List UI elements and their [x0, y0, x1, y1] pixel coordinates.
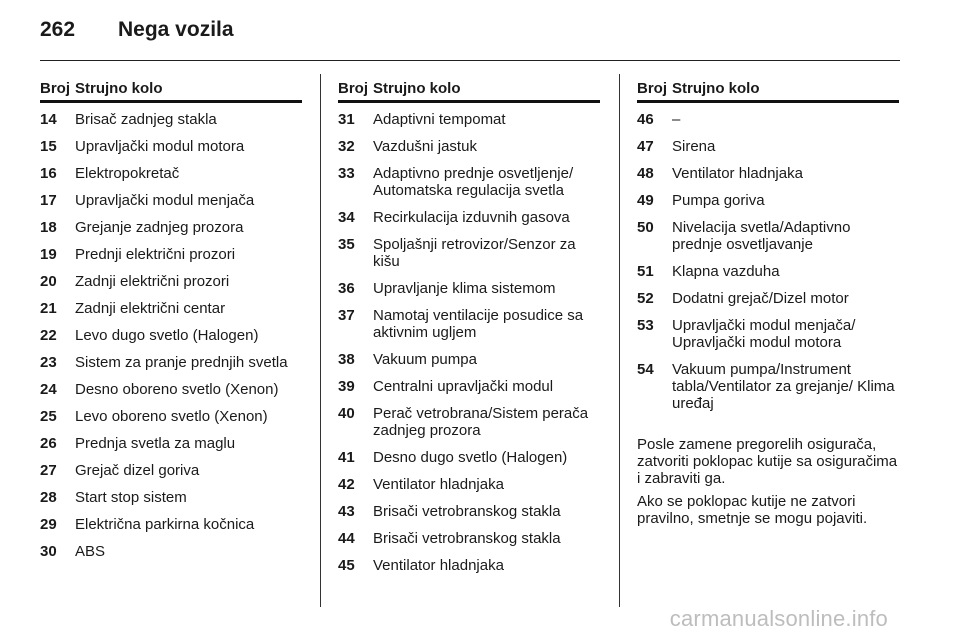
table-row	[338, 209, 600, 226]
circuit-label: Grejač dizel goriva	[75, 462, 200, 479]
fuse-number: 28	[40, 489, 57, 506]
fuse-number: 35	[338, 236, 355, 253]
header-strujno-kolo: Strujno kolo	[75, 80, 163, 97]
circuit-label: Spoljašnji retrovizor/Senzor za kišu	[373, 236, 576, 270]
table-row	[338, 503, 600, 520]
circuit-label: Električna parkirna kočnica	[75, 516, 255, 533]
circuit-label: ABS	[75, 543, 106, 560]
table-row	[40, 327, 302, 344]
fuse-number: 43	[338, 503, 355, 520]
table-row	[40, 165, 302, 182]
circuit-label: Upravljački modul menjača	[75, 192, 255, 209]
fuse-number: 46	[637, 111, 654, 128]
fuse-table-column-3	[637, 80, 899, 533]
fuse-number: 42	[338, 476, 355, 493]
table-row	[40, 300, 302, 317]
table-row	[40, 219, 302, 236]
column-divider	[320, 74, 321, 607]
header-broj: Broj	[338, 80, 368, 97]
fuse-number: 39	[338, 378, 355, 395]
header-strujno-kolo: Strujno kolo	[373, 80, 461, 97]
table-row	[40, 435, 302, 452]
table-row	[338, 236, 600, 270]
fuse-number: 33	[338, 165, 355, 182]
table-row	[637, 111, 899, 128]
fuse-table-column-2	[338, 80, 600, 574]
circuit-label: Desno dugo svetlo (Halogen)	[373, 449, 568, 466]
fuse-number: 49	[637, 192, 654, 209]
fuse-number: 26	[40, 435, 57, 452]
header-broj: Broj	[637, 80, 667, 97]
circuit-label: Centralni upravljački modul	[373, 378, 554, 395]
circuit-label: Sirena	[672, 138, 716, 155]
fuse-number: 31	[338, 111, 355, 128]
table-row	[338, 138, 600, 155]
circuit-label: Ventilator hladnjaka	[373, 476, 504, 493]
column-divider	[619, 74, 620, 607]
table-row	[338, 557, 600, 574]
table-row	[637, 138, 899, 155]
fuse-number: 52	[637, 290, 654, 307]
circuit-label: Zadnji električni centar	[75, 300, 226, 317]
fuse-number: 50	[637, 219, 654, 236]
fuse-number: 54	[637, 361, 654, 378]
circuit-label: Sistem za pranje prednjih svetla	[75, 354, 288, 371]
table-row	[637, 219, 899, 253]
fuse-number: 51	[637, 263, 654, 280]
circuit-label: Brisač zadnjeg stakla	[75, 111, 217, 128]
note-paragraph: Ako se poklopac kutije ne zatvori pravilno, smetnje se mogu pojaviti.	[637, 493, 868, 527]
circuit-label: Perač vetrobrana/Sistem perača zadnjeg prozora	[373, 405, 589, 439]
fuse-number: 32	[338, 138, 355, 155]
table-row	[338, 476, 600, 493]
page-header	[40, 18, 234, 48]
table-row	[637, 192, 899, 209]
table-row	[338, 111, 600, 128]
circuit-label: Namotaj ventilacije posudice sa aktivnim ugljem	[373, 307, 584, 341]
circuit-label: Pumpa goriva	[672, 192, 765, 209]
table-row	[40, 354, 302, 371]
table-row	[338, 449, 600, 466]
table-row	[338, 378, 600, 395]
page-number: 262	[40, 18, 76, 41]
fuse-number: 41	[338, 449, 355, 466]
header-strujno-kolo: Strujno kolo	[672, 80, 760, 97]
circuit-label: –	[672, 111, 681, 128]
notes	[637, 436, 899, 527]
circuit-label: Levo dugo svetlo (Halogen)	[75, 327, 259, 344]
table-row	[40, 462, 302, 479]
circuit-label: Prednji električni prozori	[75, 246, 236, 263]
table-row	[40, 543, 302, 560]
circuit-label: Brisači vetrobranskog stakla	[373, 503, 561, 520]
fuse-number: 45	[338, 557, 355, 574]
circuit-label: Nivelacija svetla/Adaptivno prednje osvetljavanje	[672, 219, 851, 253]
fuse-number: 25	[40, 408, 57, 425]
table-row	[637, 361, 899, 412]
table-row	[338, 307, 600, 341]
circuit-label: Vakuum pumpa	[373, 351, 477, 368]
circuit-label: Zadnji električni prozori	[75, 273, 230, 290]
fuse-number: 24	[40, 381, 57, 398]
table-row	[338, 405, 600, 439]
table-row	[338, 351, 600, 368]
fuse-number: 30	[40, 543, 57, 560]
table-rows	[637, 111, 899, 412]
fuse-number: 16	[40, 165, 57, 182]
fuse-number: 22	[40, 327, 57, 344]
circuit-label: Vazdušni jastuk	[373, 138, 477, 155]
fuse-table-column-1	[40, 80, 302, 560]
note-paragraph: Posle zamene pregorelih osigurača, zatvoriti poklopac kutije sa osiguračima i zabraviti ga.	[637, 436, 898, 487]
watermark: carmanualsonline.info	[669, 606, 888, 631]
header-divider	[40, 60, 900, 61]
fuse-number: 48	[637, 165, 654, 182]
table-row	[338, 530, 600, 547]
circuit-label: Levo oboreno svetlo (Xenon)	[75, 408, 268, 425]
fuse-number: 17	[40, 192, 57, 209]
table-header	[338, 80, 600, 103]
fuse-number: 29	[40, 516, 57, 533]
circuit-label: Upravljački modul menjača/ Upravljački modul motora	[672, 317, 856, 351]
circuit-label: Start stop sistem	[75, 489, 187, 506]
table-rows	[40, 111, 302, 560]
fuse-number: 44	[338, 530, 355, 547]
table-row	[40, 273, 302, 290]
fuse-number: 21	[40, 300, 57, 317]
fuse-number: 38	[338, 351, 355, 368]
circuit-label: Ventilator hladnjaka	[373, 557, 504, 574]
table-header	[637, 80, 899, 103]
circuit-label: Grejanje zadnjeg prozora	[75, 219, 244, 236]
table-row	[637, 165, 899, 182]
circuit-label: Recirkulacija izduvnih gasova	[373, 209, 570, 226]
table-row	[40, 516, 302, 533]
fuse-number: 15	[40, 138, 57, 155]
table-row	[637, 263, 899, 280]
table-row	[637, 290, 899, 307]
fuse-number: 27	[40, 462, 57, 479]
table-row	[40, 489, 302, 506]
fuse-number: 23	[40, 354, 57, 371]
table-row	[40, 111, 302, 128]
fuse-number: 53	[637, 317, 654, 334]
table-row	[338, 165, 600, 199]
circuit-label: Prednja svetla za maglu	[75, 435, 236, 452]
fuse-number: 20	[40, 273, 57, 290]
table-row	[40, 246, 302, 263]
table-rows	[338, 111, 600, 574]
fuse-number: 34	[338, 209, 355, 226]
fuse-number: 14	[40, 111, 57, 128]
fuse-number: 36	[338, 280, 355, 297]
circuit-label: Ventilator hladnjaka	[672, 165, 803, 182]
fuse-number: 19	[40, 246, 57, 263]
circuit-label: Desno oboreno svetlo (Xenon)	[75, 381, 279, 398]
circuit-label: Adaptivni tempomat	[373, 111, 506, 128]
fuse-number: 37	[338, 307, 355, 324]
circuit-label: Upravljanje klima sistemom	[373, 280, 556, 297]
fuse-number: 18	[40, 219, 57, 236]
page-title: Nega vozila	[118, 18, 234, 41]
table-row	[40, 381, 302, 398]
table-row	[40, 138, 302, 155]
circuit-label: Elektropokretač	[75, 165, 180, 182]
circuit-label: Dodatni grejač/Dizel motor	[672, 290, 849, 307]
table-row	[637, 317, 899, 351]
table-row	[40, 408, 302, 425]
circuit-label: Brisači vetrobranskog stakla	[373, 530, 561, 547]
table-row	[40, 192, 302, 209]
circuit-label: Upravljački modul motora	[75, 138, 245, 155]
circuit-label: Adaptivno prednje osvetljenje/ Automatska regulacija svetla	[373, 165, 574, 199]
table-row	[338, 280, 600, 297]
fuse-number: 47	[637, 138, 654, 155]
circuit-label: Vakuum pumpa/Instrument tabla/Ventilator za grejanje/ Klima uređaj	[672, 361, 895, 412]
fuse-number: 40	[338, 405, 355, 422]
circuit-label: Klapna vazduha	[672, 263, 780, 280]
table-header	[40, 80, 302, 103]
header-broj: Broj	[40, 80, 70, 97]
